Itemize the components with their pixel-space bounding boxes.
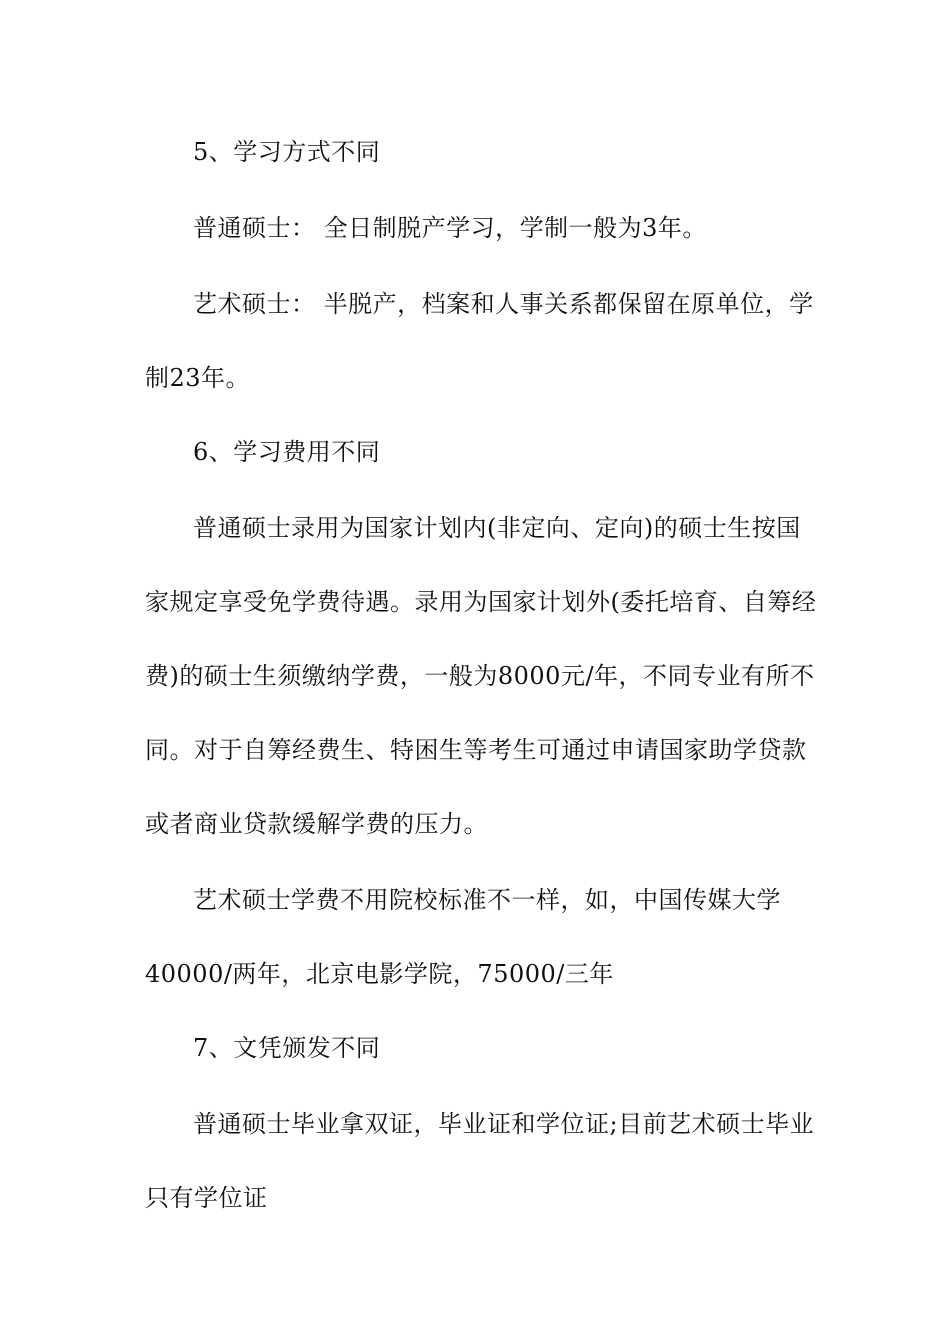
paragraph-line: 40000/两年，北京电影学院，75000/三年	[145, 960, 614, 988]
paragraph-line: 制23年。	[145, 364, 251, 392]
paragraph-line: 家规定享受免学费待遇。录用为国家计划外(委托培育、自筹经	[145, 588, 817, 616]
paragraph-line: 艺术硕士学费不用院校标准不一样，如，中国传媒大学	[193, 886, 781, 914]
paragraph-line: 或者商业贷款缓解学费的压力。	[145, 810, 488, 838]
paragraph-line: 普通硕士毕业拿双证，毕业证和学位证;目前艺术硕士毕业	[193, 1110, 815, 1138]
paragraph-line: 艺术硕士： 半脱产，档案和人事关系都保留在原单位，学	[193, 290, 814, 318]
paragraph-line: 只有学位证	[145, 1184, 268, 1212]
paragraph-line: 费)的硕士生须缴纳学费，一般为8000元/年，不同专业有所不	[145, 662, 815, 690]
section-heading-tuition: 6、学习费用不同	[193, 438, 381, 466]
paragraph-line: 同。对于自筹经费生、特困生等考生可通过申请国家助学贷款	[145, 736, 807, 764]
paragraph-line: 普通硕士： 全日制脱产学习，学制一般为3年。	[193, 214, 707, 242]
section-heading-diploma: 7、文凭颁发不同	[193, 1034, 381, 1062]
section-heading-study-mode: 5、学习方式不同	[193, 138, 381, 166]
paragraph-line: 普通硕士录用为国家计划内(非定向、定向)的硕士生按国	[193, 514, 801, 542]
